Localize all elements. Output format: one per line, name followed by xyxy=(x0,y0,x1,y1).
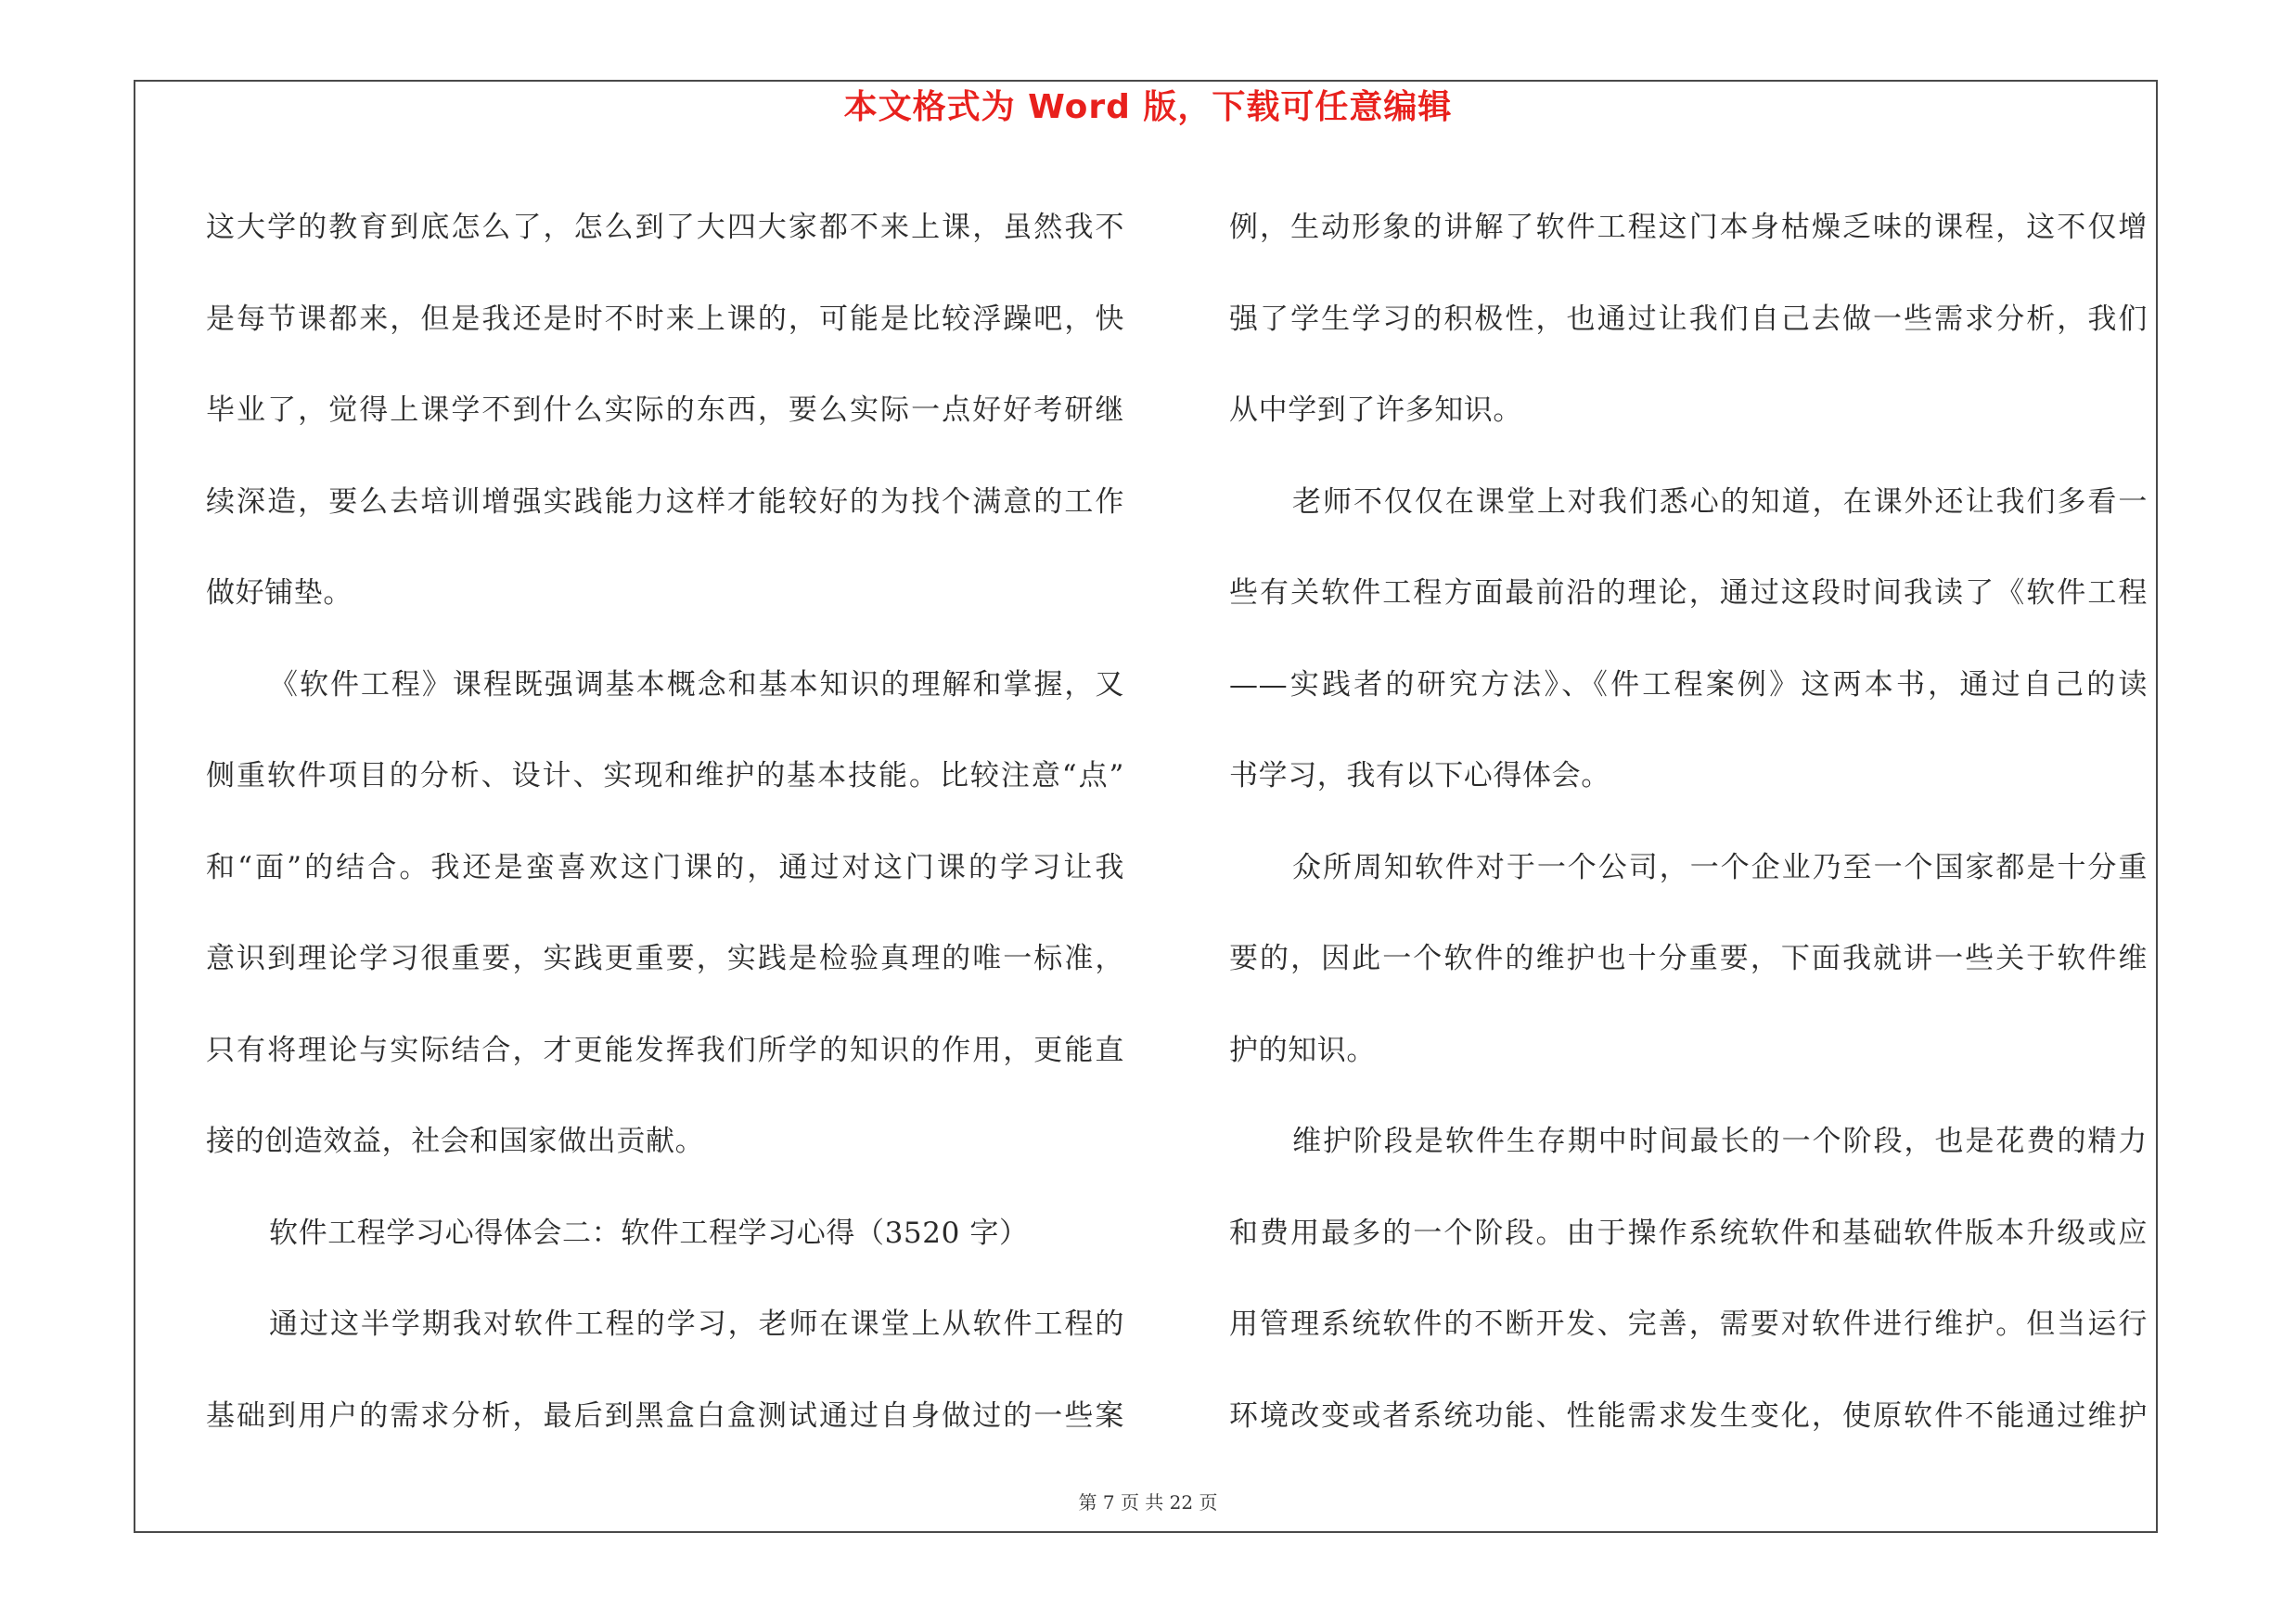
text-line: 意识到理论学习很重要，实践更重要，实践是检验真理的唯一标准， xyxy=(206,942,1124,975)
text-line: 强了学生学习的积极性，也通过让我们自己去做一些需求分析，我们 xyxy=(1229,302,2148,336)
text-line: 维护阶段是软件生存期中时间最长的一个阶段，也是花费的精力 xyxy=(1292,1125,2148,1158)
text-line: 用管理系统软件的不断开发、完善，需要对软件进行维护。但当运行 xyxy=(1229,1307,2148,1341)
text-line: ——实践者的研究方法》、《件工程案例》这两本书，通过自己的读 xyxy=(1229,667,2148,702)
text-line: 侧重软件项目的分析、设计、实现和维护的基本技能。比较注意“点” xyxy=(206,759,1124,792)
text-line: 只有将理论与实际结合，才更能发挥我们所学的知识的作用，更能直 xyxy=(206,1033,1124,1067)
text-line: 做好铺垫。 xyxy=(206,576,353,610)
header-banner: 本文格式为 Word 版，下载可任意编辑 xyxy=(843,88,1453,126)
text-line: 些有关软件工程方面最前沿的理论，通过这段时间我读了《软件工程 xyxy=(1229,576,2148,610)
right-text-column xyxy=(1229,182,2148,1462)
text-line: 和费用最多的一个阶段。由于操作系统软件和基础软件版本升级或应 xyxy=(1229,1216,2148,1250)
text-line: 基础到用户的需求分析，最后到黑盒白盒测试通过自身做过的一些案 xyxy=(206,1398,1124,1433)
left-text-column xyxy=(206,182,1124,1462)
page-number-footer: 第 7 页 共 22 页 xyxy=(1078,1491,1218,1514)
text-line: 护的知识。 xyxy=(1229,1033,1376,1067)
text-line: 从中学到了许多知识。 xyxy=(1229,393,1522,427)
text-line: 是每节课都来，但是我还是时不时来上课的，可能是比较浮躁吧，快 xyxy=(206,302,1124,336)
text-line: 续深造，要么去培训增强实践能力这样才能较好的为找个满意的工作 xyxy=(206,484,1124,519)
text-line: 接的创造效益，社会和国家做出贡献。 xyxy=(206,1125,705,1158)
text-line: 要的，因此一个软件的维护也十分重要，下面我就讲一些关于软件维 xyxy=(1229,942,2148,975)
text-line: 老师不仅仅在课堂上对我们悉心的知道，在课外还让我们多看一 xyxy=(1292,484,2148,519)
section-heading: 软件工程学习心得体会二：软件工程学习心得（3520 字） xyxy=(269,1216,1029,1250)
text-line: 环境改变或者系统功能、性能需求发生变化，使原软件不能通过维护 xyxy=(1229,1398,2148,1433)
text-line: 毕业了，觉得上课学不到什么实际的东西，要么实际一点好好考研继 xyxy=(206,393,1124,427)
text-line: 例，生动形象的讲解了软件工程这门本身枯燥乏味的课程，这不仅增 xyxy=(1229,211,2148,244)
text-line: 书学习，我有以下心得体会。 xyxy=(1229,759,1610,792)
text-line: 《软件工程》课程既强调基本概念和基本知识的理解和掌握，又 xyxy=(269,667,1124,702)
text-line: 通过这半学期我对软件工程的学习，老师在课堂上从软件工程的 xyxy=(269,1307,1124,1341)
text-line: 众所周知软件对于一个公司，一个企业乃至一个国家都是十分重 xyxy=(1292,850,2148,884)
text-line: 这大学的教育到底怎么了，怎么到了大四大家都不来上课，虽然我不 xyxy=(206,211,1124,244)
text-line: 和“面”的结合。我还是蛮喜欢这门课的，通过对这门课的学习让我 xyxy=(206,850,1124,884)
